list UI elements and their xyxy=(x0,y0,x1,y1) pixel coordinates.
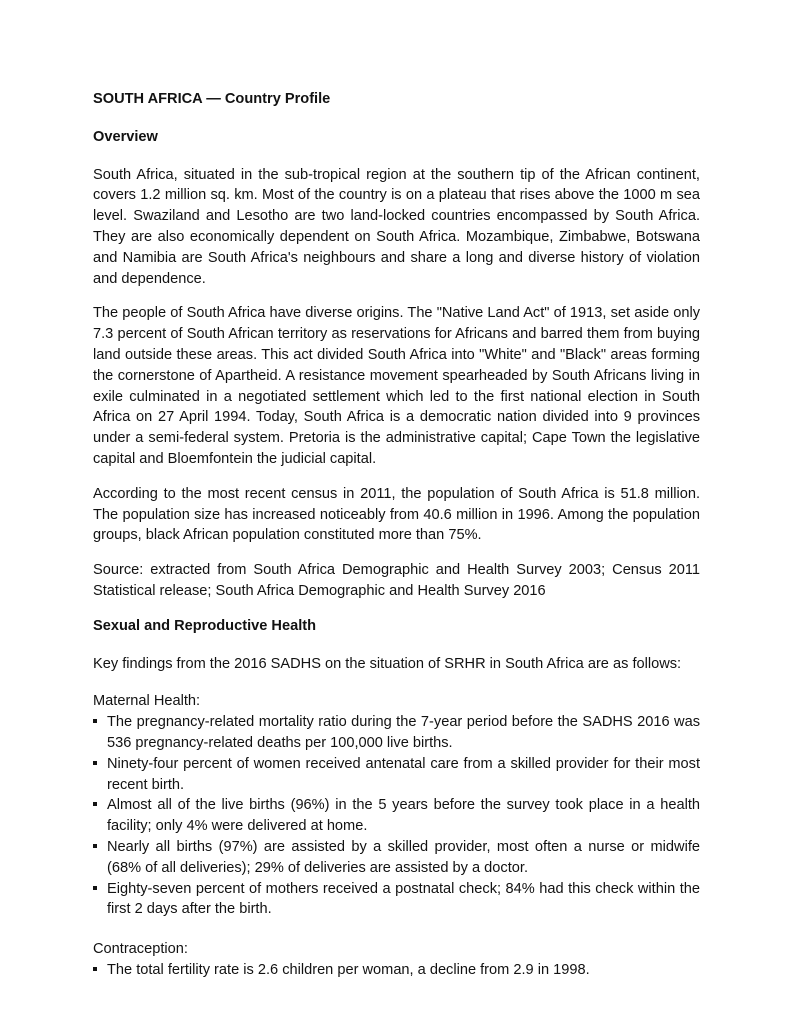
section-heading-overview: Overview xyxy=(93,128,158,145)
paragraph-history: The people of South Africa have diverse origins. The "Native Land Act" of 1913, set aside only 7.3 percent of South African territory as reservations for Africans and barred them from buying land outside these areas. This act divided South Africa into "White" and "Black" areas forming the cornerstone of Apartheid. A resistance movement spearheaded by South Africans living in exile culminated in a negotiated settlement which led to the first national election in South Africa on 27 April 1994. Today, South Africa is a democratic nation divided into 9 provinces under a semi-federal system. Pretoria is the administrative capital; Cape Town the legislative capital and Bloemfontein the judicial capital. xyxy=(93,305,700,467)
paragraph-key-findings-intro: Key findings from the 2016 SADHS on the situation of SRHR in South Africa are as follows: xyxy=(93,655,682,672)
maternal-health-list xyxy=(93,712,700,920)
contraception-list xyxy=(93,960,700,981)
document-title: SOUTH AFRICA — Country Profile xyxy=(93,91,331,107)
list-item: The total fertility rate is 2.6 children per woman, a decline from 2.9 in 1998. xyxy=(93,960,700,981)
list-label-maternal-health: Maternal Health: xyxy=(93,693,201,710)
paragraph-source: Source: extracted from South Africa Demographic and Health Survey 2003; Census 2011 Statistical release; South Africa Demographic and Health Survey 2016 xyxy=(93,562,700,599)
list-item: Almost all of the live births (96%) in the 5 years before the survey took place in a health facility; only 4% were delivered at home. xyxy=(93,795,700,837)
paragraph-population: According to the most recent census in 2011, the population of South Africa is 51.8 million. The population size has increased noticeably from 40.6 million in 1996. Among the population groups, black African population constituted more than 75%. xyxy=(93,485,700,544)
list-item: Eighty-seven percent of mothers received a postnatal check; 84% had this check within the first 2 days after the birth. xyxy=(93,879,700,921)
list-item: Nearly all births (97%) are assisted by a skilled provider, most often a nurse or midwife (68% of all deliveries); 29% of deliveries are assisted by a doctor. xyxy=(93,837,700,879)
list-label-contraception: Contraception: xyxy=(93,941,188,958)
list-item: Ninety-four percent of women received antenatal care from a skilled provider for their most recent birth. xyxy=(93,754,700,796)
paragraph-geography: South Africa, situated in the sub-tropical region at the southern tip of the African continent, covers 1.2 million sq. km. Most of the country is on a plateau that rises above the 1000 m sea level. Swaziland and Lesotho are two land-locked countries encompassed by South Africa. They are also economically dependent on South Africa. Mozambique, Zimbabwe, Botswana and Namibia are South Africa's neighbours and share a long and diverse history of violation and dependence. xyxy=(93,166,700,287)
section-heading-srh: Sexual and Reproductive Health xyxy=(93,617,317,634)
list-item: The pregnancy-related mortality ratio during the 7-year period before the SADHS 2016 was 536 pregnancy-related deaths per 100,000 live births. xyxy=(93,712,700,754)
